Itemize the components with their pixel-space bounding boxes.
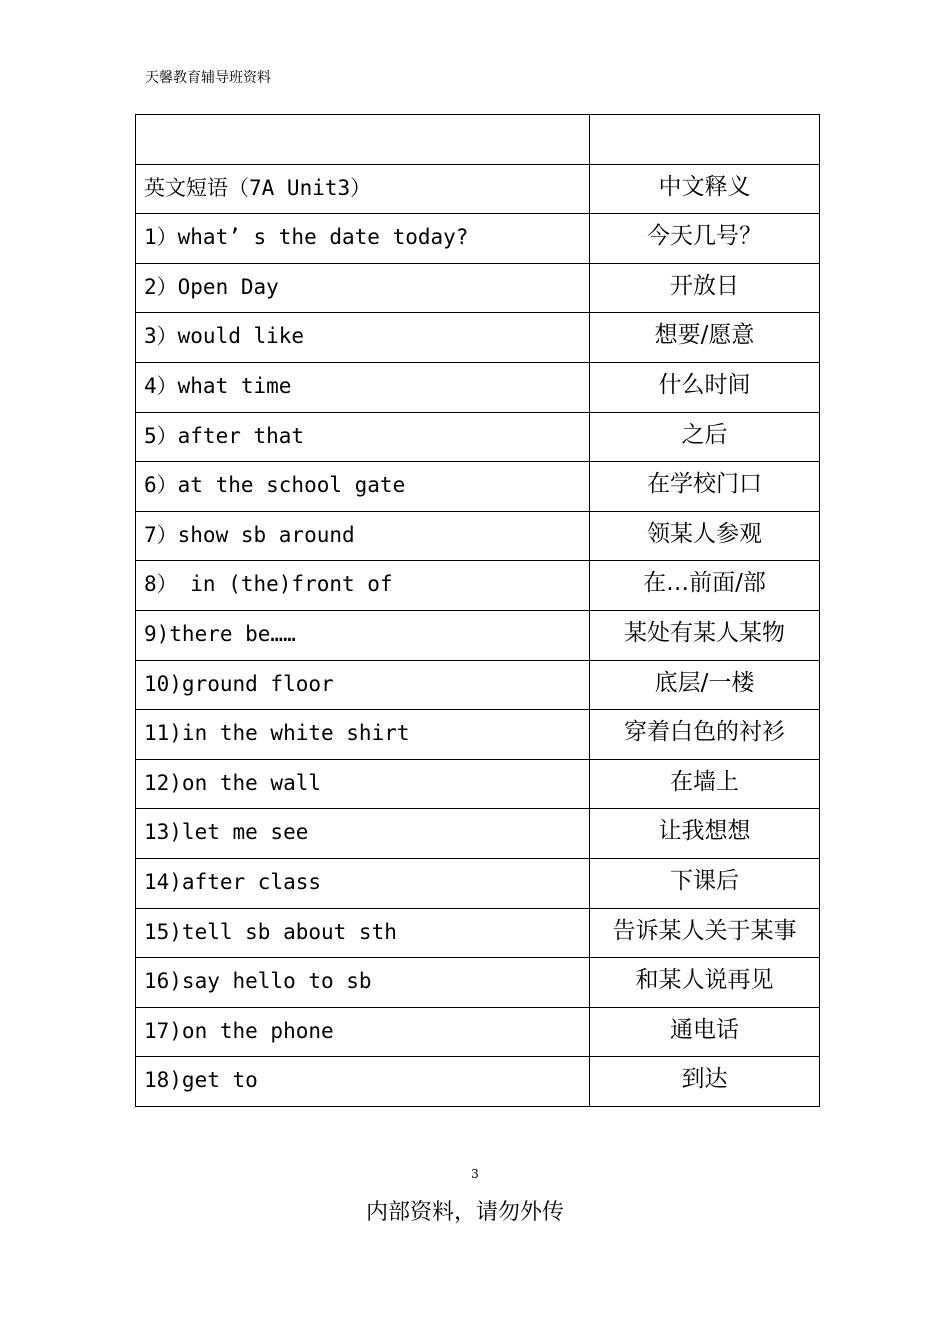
- table-row: [136, 858, 820, 908]
- table-row: [136, 263, 820, 313]
- chinese-meaning: 让我想想: [590, 809, 820, 859]
- page-number: 3: [471, 1167, 479, 1181]
- chinese-meaning: 通电话: [590, 1007, 820, 1057]
- vocabulary-table: [135, 114, 820, 1107]
- english-phrase: 18)get to: [136, 1057, 590, 1107]
- column-header-english-phrase: 英文短语（7A Unit3）: [136, 164, 590, 214]
- chinese-meaning: 底层/一楼: [590, 660, 820, 710]
- chinese-meaning: 想要/愿意: [590, 313, 820, 363]
- chinese-meaning: 穿着白色的衬衫: [590, 710, 820, 760]
- english-phrase: 7）show sb around: [136, 511, 590, 561]
- english-phrase: 15)tell sb about sth: [136, 908, 590, 958]
- page-header: 天馨教育辅导班资料: [145, 70, 271, 86]
- chinese-meaning: 在学校门口: [590, 462, 820, 512]
- table-row: [136, 958, 820, 1008]
- table-row: [136, 610, 820, 660]
- english-phrase: 3）would like: [136, 313, 590, 363]
- chinese-meaning: 之后: [590, 412, 820, 462]
- table-row: [136, 809, 820, 859]
- table-row: [136, 561, 820, 611]
- english-phrase: 6）at the school gate: [136, 462, 590, 512]
- english-phrase: 12)on the wall: [136, 759, 590, 809]
- blank-cell-en: [136, 115, 590, 165]
- table-row: [136, 362, 820, 412]
- table-row: [136, 412, 820, 462]
- chinese-meaning: 和某人说再见: [590, 958, 820, 1008]
- table-row: [136, 759, 820, 809]
- english-phrase: 14)after class: [136, 858, 590, 908]
- table-row: [136, 511, 820, 561]
- table-row: [136, 462, 820, 512]
- table-blank-row: [136, 115, 820, 165]
- chinese-meaning: 什么时间: [590, 362, 820, 412]
- chinese-meaning: 某处有某人某物: [590, 610, 820, 660]
- table-row: [136, 1007, 820, 1057]
- chinese-meaning: 到达: [590, 1057, 820, 1107]
- english-phrase: 1）what’ s the date today?: [136, 214, 590, 264]
- chinese-meaning: 在…前面/部: [590, 561, 820, 611]
- chinese-meaning: 领某人参观: [590, 511, 820, 561]
- table-row: [136, 908, 820, 958]
- chinese-meaning: 今天几号？: [590, 214, 820, 264]
- chinese-meaning: 下课后: [590, 858, 820, 908]
- chinese-meaning: 告诉某人关于某事: [590, 908, 820, 958]
- english-phrase: 17)on the phone: [136, 1007, 590, 1057]
- table-row: [136, 1057, 820, 1107]
- table-row: [136, 313, 820, 363]
- english-phrase: 11)in the white shirt: [136, 710, 590, 760]
- english-phrase: 8） in (the)front of: [136, 561, 590, 611]
- english-phrase: 9)there be……: [136, 610, 590, 660]
- english-phrase: 13)let me see: [136, 809, 590, 859]
- column-header-chinese-meaning: 中文释义: [590, 164, 820, 214]
- english-phrase: 16)say hello to sb: [136, 958, 590, 1008]
- table-row: [136, 214, 820, 264]
- footer-notice: 内部资料，请勿外传: [365, 1200, 564, 1225]
- english-phrase: 4）what time: [136, 362, 590, 412]
- table-row: [136, 710, 820, 760]
- english-phrase: 10)ground floor: [136, 660, 590, 710]
- english-phrase: 2）Open Day: [136, 263, 590, 313]
- blank-cell-zh: [590, 115, 820, 165]
- chinese-meaning: 开放日: [590, 263, 820, 313]
- chinese-meaning: 在墙上: [590, 759, 820, 809]
- english-phrase: 5）after that: [136, 412, 590, 462]
- table-header-row: [136, 164, 820, 214]
- table-row: [136, 660, 820, 710]
